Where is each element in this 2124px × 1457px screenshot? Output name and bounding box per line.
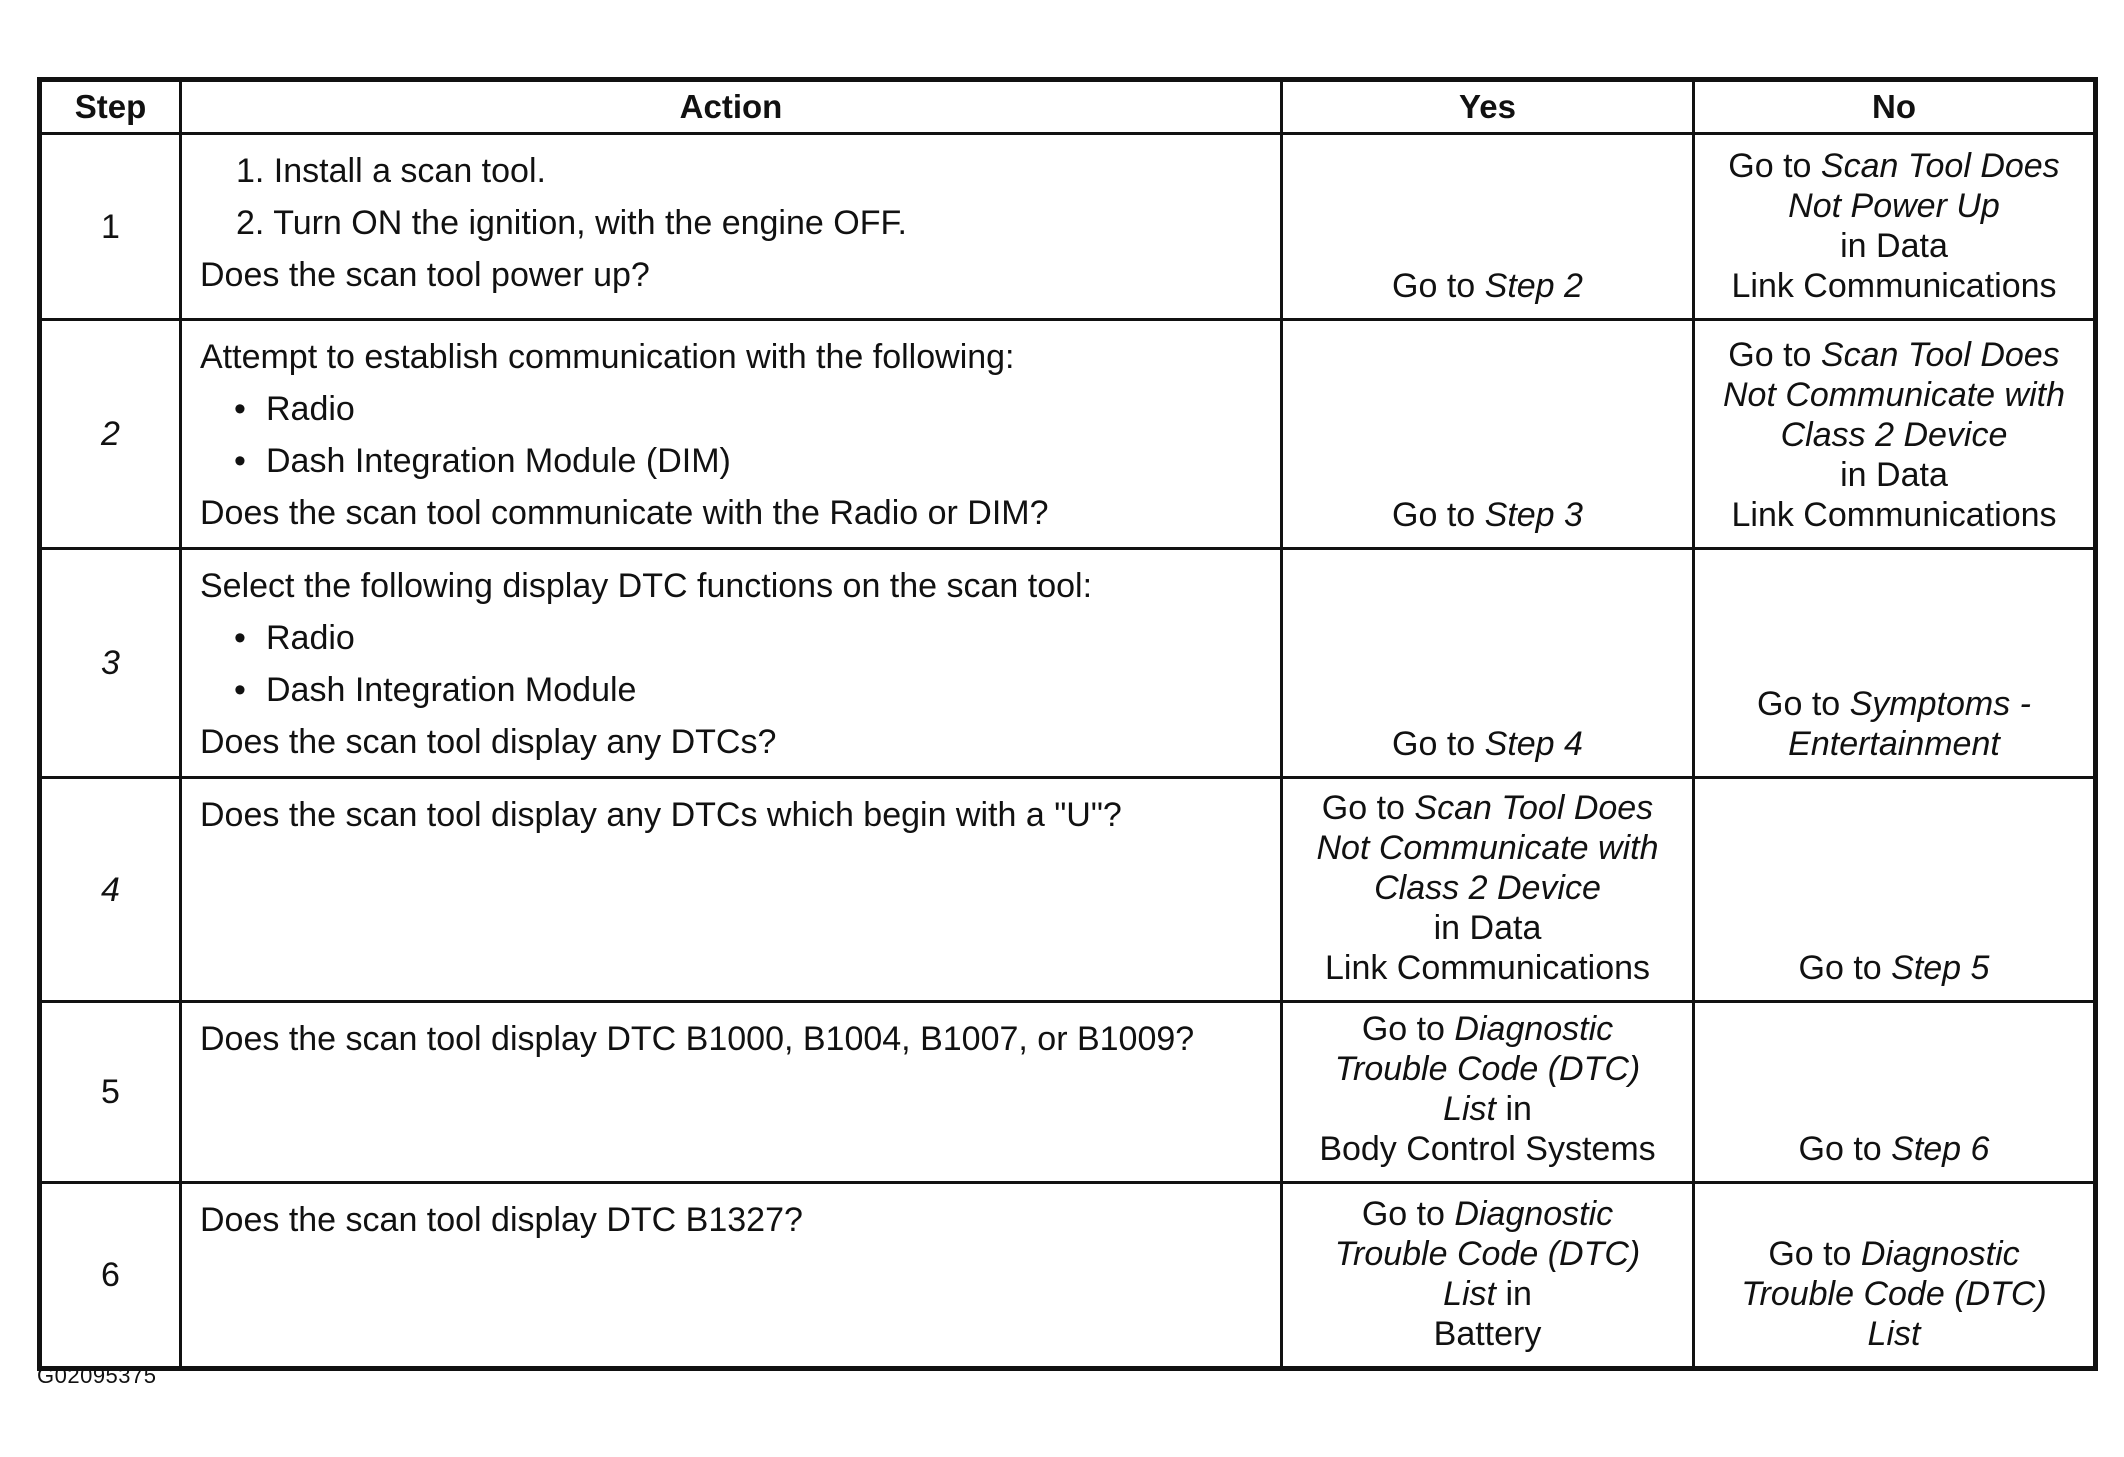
no-link[interactable]: Diagnostic [1860, 1235, 2020, 1273]
yes-text: Go to Step 3 [1392, 496, 1583, 534]
action-ordered-item: 2. Turn ON the ignition, with the engine OFF. [236, 204, 907, 242]
action-bullet-item: • Dash Integration Module [200, 664, 1266, 716]
yes-suffix: Battery [1433, 1315, 1542, 1353]
action-bullet-item: • Radio [200, 612, 1266, 664]
yes-text: Go to Step 2 [1392, 267, 1583, 305]
yes-text: List in [1443, 1275, 1532, 1313]
bullet-icon: • [234, 390, 246, 428]
no-link[interactable]: Scan Tool Does [1820, 147, 2060, 185]
no-link[interactable]: Class 2 Device [1780, 416, 2008, 454]
bullet-icon: • [234, 442, 246, 480]
action-cell [181, 320, 1282, 549]
yes-suffix: in Data [1433, 909, 1542, 947]
yes-text: List in [1443, 1090, 1532, 1128]
step-number: 4 [40, 778, 181, 1002]
yes-link[interactable]: Trouble Code (DTC) [1334, 1235, 1641, 1273]
yes-cell [1282, 320, 1694, 549]
no-cell [1694, 1002, 2096, 1183]
yes-suffix: Link Communications [1324, 949, 1651, 987]
action-cell [181, 1002, 1282, 1183]
yes-link[interactable]: Trouble Code (DTC) [1334, 1050, 1641, 1088]
yes-link[interactable]: Not Communicate with [1316, 829, 1659, 867]
no-text: Go to Step 5 [1798, 949, 1990, 987]
yes-link[interactable]: Step 2 [1484, 267, 1583, 305]
action-question: Does the scan tool display any DTCs which begin with a "U"? [200, 796, 1122, 834]
header-yes: Yes [1282, 80, 1694, 134]
table-header-row [40, 80, 2096, 134]
no-link[interactable]: Symptoms - [1849, 685, 2031, 723]
no-text: Go to Step 6 [1798, 1130, 1990, 1168]
yes-cell [1282, 778, 1694, 1002]
action-cell [181, 778, 1282, 1002]
no-link[interactable]: Not Communicate with [1722, 376, 2065, 414]
header-step: Step [40, 80, 181, 134]
action-question: Does the scan tool display any DTCs? [200, 723, 777, 761]
no-cell [1694, 1183, 2096, 1369]
step-number: 3 [40, 549, 181, 778]
header-no: No [1694, 80, 2096, 134]
yes-text: Go to Diagnostic [1361, 1195, 1614, 1233]
yes-text: Go to Step 4 [1392, 725, 1583, 763]
figure-id: G02095375 [37, 1363, 157, 1388]
yes-link[interactable]: Class 2 Device [1374, 869, 1601, 907]
table-row [40, 1183, 2096, 1369]
no-text: Go to Symptoms - [1757, 685, 2031, 723]
action-question: Does the scan tool display DTC B1000, B1004, B1007, or B1009? [200, 1020, 1195, 1058]
no-text: Go to Scan Tool Does [1728, 336, 2060, 374]
table-row [40, 1002, 2096, 1183]
step-number: 5 [40, 1002, 181, 1183]
table-row [40, 778, 2096, 1002]
no-cell [1694, 320, 2096, 549]
no-text: Go to Scan Tool Does [1728, 147, 2060, 185]
no-suffix: in Data [1840, 456, 1948, 494]
yes-link[interactable]: Step 4 [1484, 725, 1583, 763]
table-row [40, 134, 2096, 320]
action-ordered-item: 1. Install a scan tool. [236, 152, 546, 190]
yes-text: Go to Diagnostic [1361, 1010, 1614, 1048]
bullet-icon: • [234, 619, 246, 657]
action-question: Does the scan tool display DTC B1327? [200, 1201, 803, 1239]
no-suffix: Link Communications [1731, 267, 2057, 305]
no-suffix: in Data [1840, 227, 1948, 265]
no-link[interactable]: Step 6 [1891, 1130, 1990, 1168]
table-row [40, 320, 2096, 549]
no-cell [1694, 549, 2096, 778]
diagnostic-table [37, 77, 2098, 1371]
yes-link[interactable]: Step 3 [1484, 496, 1583, 534]
action-intro: Attempt to establish communication with the following: [200, 338, 1015, 376]
action-question: Does the scan tool communicate with the Radio or DIM? [200, 494, 1049, 532]
no-link[interactable]: Step 5 [1891, 949, 1990, 987]
yes-cell [1282, 549, 1694, 778]
no-text: Go to Diagnostic [1768, 1235, 2020, 1273]
action-bullet-item: • Radio [200, 383, 1266, 435]
bullet-icon: • [234, 671, 246, 709]
yes-text: Go to Scan Tool Does [1321, 789, 1654, 827]
action-cell [181, 1183, 1282, 1369]
no-link[interactable]: Trouble Code (DTC) [1741, 1275, 2047, 1313]
action-cell [181, 549, 1282, 778]
no-link[interactable]: Scan Tool Does [1820, 336, 2060, 374]
header-action: Action [181, 80, 1282, 134]
yes-link[interactable]: Diagnostic [1454, 1195, 1614, 1233]
yes-cell [1282, 134, 1694, 320]
table-row [40, 549, 2096, 778]
no-link[interactable]: Not Power Up [1788, 187, 2000, 225]
step-number: 2 [40, 320, 181, 549]
no-cell [1694, 134, 2096, 320]
yes-link[interactable]: Scan Tool Does [1414, 789, 1654, 827]
action-cell [181, 134, 1282, 320]
step-number: 1 [40, 134, 181, 320]
action-question: Does the scan tool power up? [200, 256, 650, 294]
no-link[interactable]: List [1867, 1315, 1921, 1353]
no-link[interactable]: Entertainment [1788, 725, 2000, 763]
no-suffix: Link Communications [1731, 496, 2057, 534]
yes-link[interactable]: List [1443, 1090, 1496, 1128]
yes-cell [1282, 1002, 1694, 1183]
yes-suffix: Body Control Systems [1319, 1130, 1656, 1168]
step-number: 6 [40, 1183, 181, 1369]
action-bullet-item: • Dash Integration Module (DIM) [200, 435, 1266, 487]
action-intro: Select the following display DTC functions on the scan tool: [200, 567, 1093, 605]
yes-link[interactable]: List [1443, 1275, 1496, 1313]
yes-cell [1282, 1183, 1694, 1369]
no-cell [1694, 778, 2096, 1002]
yes-link[interactable]: Diagnostic [1454, 1010, 1614, 1048]
